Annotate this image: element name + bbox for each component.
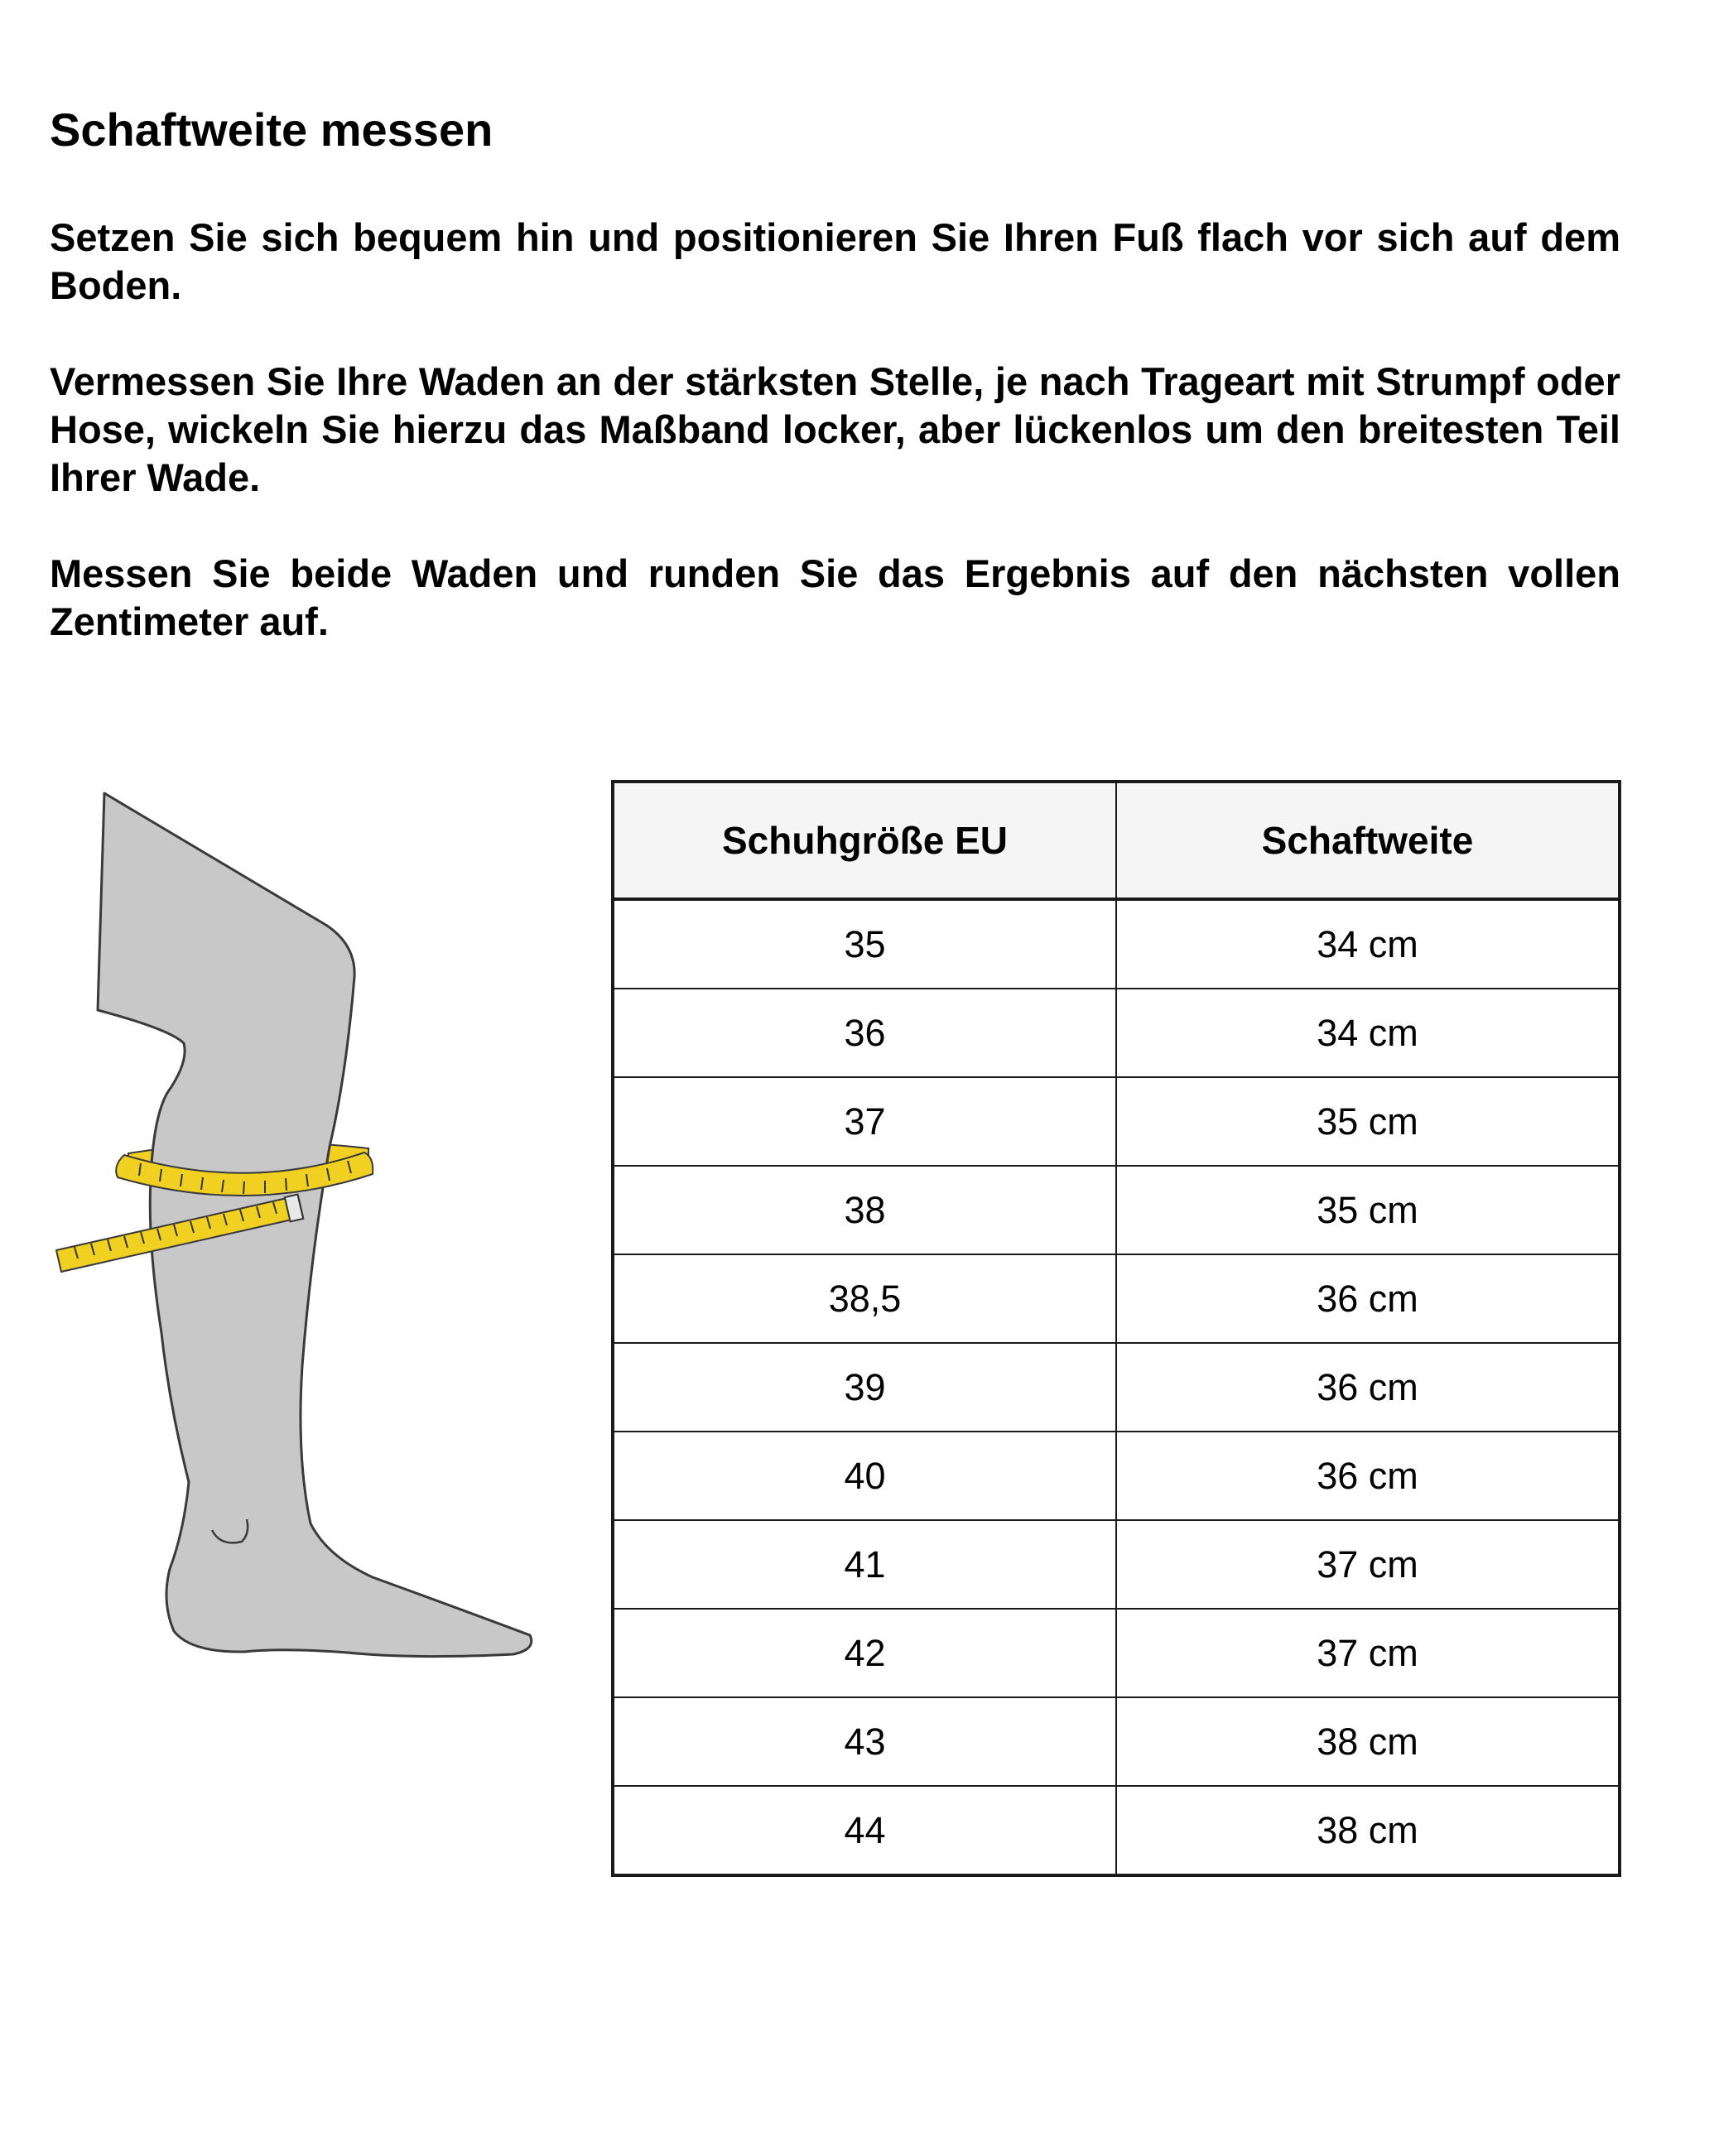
table-header-row xyxy=(613,782,1620,899)
instruction-paragraph-3: Messen Sie beide Waden und runden Sie das Ergebnis auf den nächsten vollen Zentimeter auf. xyxy=(50,551,1620,643)
header-shaft-width: Schaftweite xyxy=(1116,782,1620,899)
shaft-width-cell: 38 cm xyxy=(1116,1786,1620,1875)
shaft-width-cell: 36 cm xyxy=(1116,1254,1620,1343)
leg-measuring-illustration xyxy=(50,787,546,1681)
shaft-width-cell: 37 cm xyxy=(1116,1609,1620,1697)
leg-silhouette xyxy=(98,793,532,1657)
table-row xyxy=(613,1432,1620,1520)
shoe-size-cell: 39 xyxy=(613,1343,1116,1432)
shoe-size-cell: 36 xyxy=(613,989,1116,1077)
instruction-paragraph-2: Vermessen Sie Ihre Waden an der stärksten Stelle, je nach Trageart mit Strumpf oder Hose, wickeln Sie hierzu das Maßband locker, aber lückenlos um den breitesten Teil Ihrer Wade. xyxy=(50,359,1620,499)
table-row xyxy=(613,899,1620,989)
table-row xyxy=(613,1609,1620,1697)
shoe-size-cell: 37 xyxy=(613,1077,1116,1166)
instruction-paragraph-1: Setzen Sie sich bequem hin und positionieren Sie Ihren Fuß flach vor sich auf dem Boden. xyxy=(50,215,1620,307)
shaft-width-cell: 36 cm xyxy=(1116,1432,1620,1520)
table-row xyxy=(613,989,1620,1077)
shaft-width-cell: 36 cm xyxy=(1116,1343,1620,1432)
shaft-width-cell: 37 cm xyxy=(1116,1520,1620,1609)
header-shoe-size: Schuhgröße EU xyxy=(613,782,1116,899)
shaft-width-cell: 35 cm xyxy=(1116,1077,1620,1166)
size-table xyxy=(611,780,1621,1877)
shoe-size-cell: 38 xyxy=(613,1166,1116,1254)
table-row xyxy=(613,1254,1620,1343)
shoe-size-cell: 44 xyxy=(613,1786,1116,1875)
shaft-width-cell: 34 cm xyxy=(1116,989,1620,1077)
shoe-size-cell: 35 xyxy=(613,899,1116,989)
shaft-width-cell: 35 cm xyxy=(1116,1166,1620,1254)
shaft-width-cell: 34 cm xyxy=(1116,899,1620,989)
shaft-width-cell: 38 cm xyxy=(1116,1697,1620,1786)
page-title: Schaftweite messen xyxy=(50,103,493,156)
table-row xyxy=(613,1166,1620,1254)
table-row xyxy=(613,1786,1620,1875)
table-row xyxy=(613,1343,1620,1432)
shoe-size-cell: 42 xyxy=(613,1609,1116,1697)
table-row xyxy=(613,1697,1620,1786)
table-row xyxy=(613,1077,1620,1166)
shoe-size-cell: 38,5 xyxy=(613,1254,1116,1343)
shoe-size-cell: 43 xyxy=(613,1697,1116,1786)
shoe-size-cell: 41 xyxy=(613,1520,1116,1609)
table-row xyxy=(613,1520,1620,1609)
shoe-size-cell: 40 xyxy=(613,1432,1116,1520)
